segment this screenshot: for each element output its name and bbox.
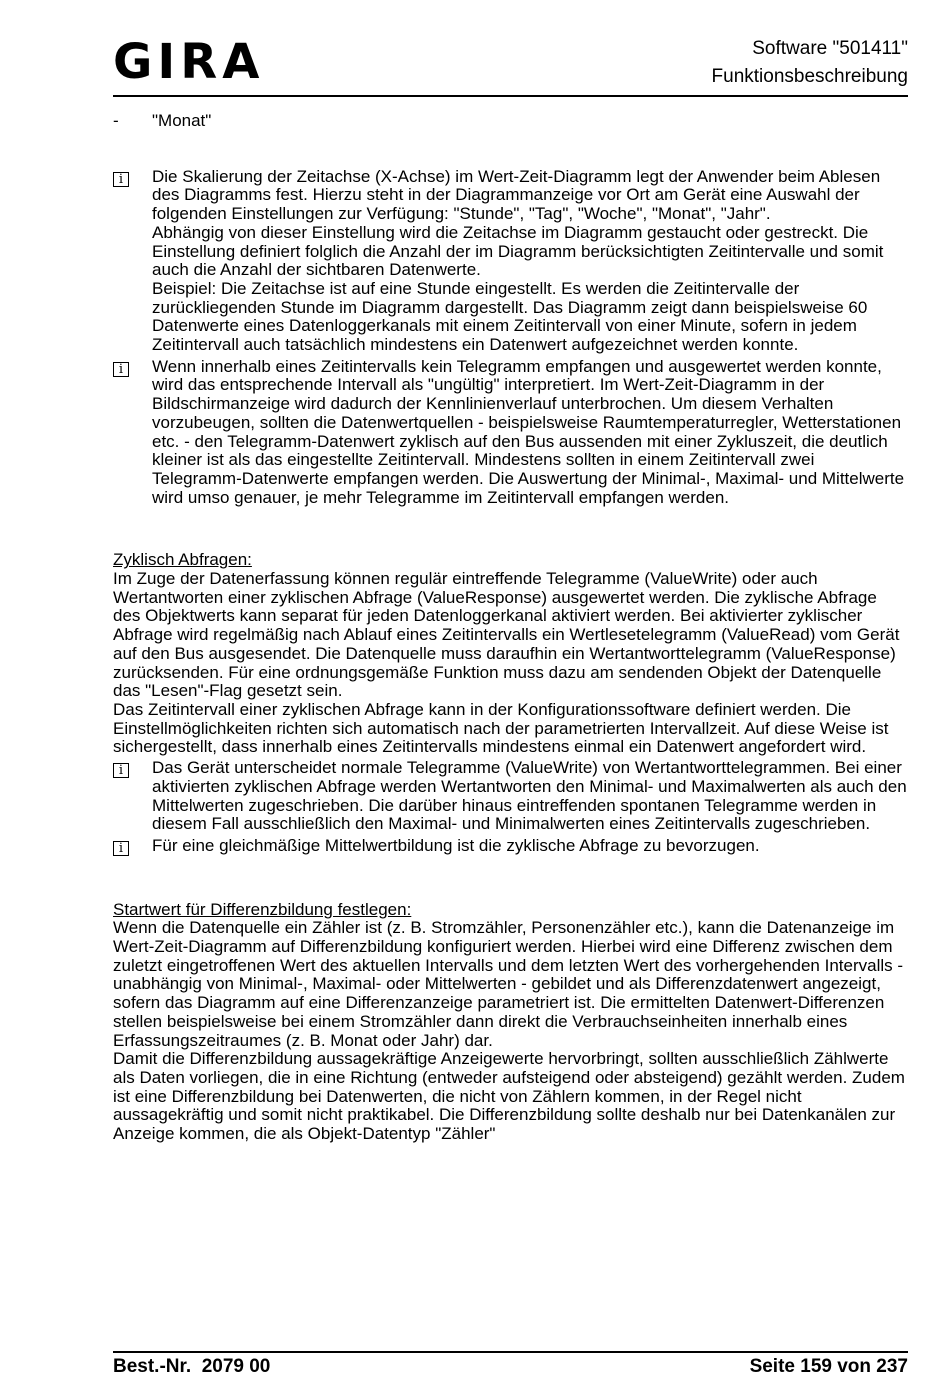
header-rule <box>113 95 908 97</box>
body-paragraph: Damit die Differenzbildung aussagekräftige Anzeigewerte hervorbringt, sollten ausschließlich Zählwerte als Daten vorliegen, die in eine Richtung (entweder aufsteigend oder absteigend) gezählt werden. Zudem ist eine Differenzbildung bei Datenwerten, die nicht von Zählern kommen, in der Regel nicht aussagekräftig und somit nicht praktikabel. Die Differenzbildung sollte deshalb nur bei Datenkanälen zur Anzeige kommen, die als Objekt-Datentyp "Zähler" <box>113 1049 905 1144</box>
info-icon: i <box>113 841 129 856</box>
info-note <box>113 358 908 508</box>
section-heading: Zyklisch Abfragen: <box>113 550 252 570</box>
info-note <box>113 759 908 834</box>
software-label: Software "501411" <box>752 38 908 59</box>
body-paragraph: Im Zuge der Datenerfassung können regulär eintreffende Telegramme (ValueWrite) oder auch Wertantworten einer zyklischen Abfrage (ValueResponse) ausgewertet werden. Die zyklische Abfrage des Objektwerts kann separat für jeden Datenloggerkanal aktiviert werden. Bei aktivierter zyklischer Abfrage wird regelmäßig nach Ablauf eines Zeitintervalls ein Wertlesetelegramm (ValueRead) vom Gerät auf den Bus ausgesendet. Die Datenquelle muss daraufhin ein Wertantworttelegramm (ValueResponse) zurücksenden. Für eine ordnungsgemäße Funktion muss dazu am sendenden Objekt der Datenquelle das "Lesen"-Flag gesetzt sein. <box>113 569 900 701</box>
note-paragraph: Das Gerät unterscheidet normale Telegramme (ValueWrite) von Wertantworttelegrammen. Bei einer aktivierten zyklischen Abfrage werden Wertantworten den Minimal- und Maximalwerten als auch den Mittelwerten zugeschrieben. Die darüber hinaus eintreffenden spontanen Telegramme werden in diesem Fall ausschließlich den Maximal- und Minimalwerten eines Zeitintervalls zugeschrieben. <box>152 758 907 834</box>
body-paragraph: Wenn die Datenquelle ein Zähler ist (z. B. Stromzähler, Personenzähler etc.), kann die Datenanzeige im Wert-Zeit-Diagramm auf Differenzbildung konfiguriert werden. Hierbei wird eine Differenz zwischen dem zuletzt eingetroffenen Wert des aktuellen Intervalls und dem letzten Wert des vorhergehenden Intervalls - unabhängig von Minimal-, Maximal- oder Mittelwerten - gebildet und als Differenzdatenwert angezeigt, sofern das Diagramm auf eine Differenzanzeige parametriert ist. Die ermittelten Datenwert-Differenzen stellen beispielsweise bei einem Stromzähler dann direkt die Verbrauchseinheiten innerhalb eines Erfassungszeitraumes (z. B. Monat oder Jahr) dar. <box>113 918 904 1050</box>
page-content <box>113 112 908 1144</box>
list-item <box>113 112 908 131</box>
section-cyclic-query <box>113 551 908 856</box>
body-paragraph: Das Zeitintervall einer zyklischen Abfrage kann in der Konfigurationssoftware definiert werden. Die Einstellmöglichkeiten richten sich automatisch nach der parametrierten Intervallzeit. Auf diese Weise ist sichergestellt, dass innerhalb eines Zeitintervalls mindestens einmal ein Datenwert angefordert wird. <box>113 699 889 757</box>
header-info <box>712 35 908 91</box>
doc-type-label: Funktionsbeschreibung <box>711 66 908 87</box>
note-paragraph: Beispiel: Die Zeitachse ist auf eine Stunde eingestellt. Es werden die Zeitintervalle der zurückliegenden Stunde im Diagramm dargestellt. Das Diagramm zeigt dann beispielsweise 60 Datenwerte eines Datenloggerkanals mit einem Zeitintervall von einer Minute, sofern in jedem Zeitintervall auch tatsächlich mindestens ein Datenwert aufgezeichnet werden konnte. <box>152 278 868 355</box>
list-item-text: "Monat" <box>152 111 212 130</box>
page-number: Seite 159 von 237 <box>749 1356 908 1377</box>
note-paragraph: Wenn innerhalb eines Zeitintervalls kein Telegramm empfangen und ausgewertet werden konnte, wird das entsprechende Intervall als "ungültig" interpretiert. Im Wert-Zeit-Diagramm in der Bildschirmanzeige wird dadurch der Kennlinienverlauf unterbrochen. Um diesem Verhalten vorzubeugen, sollten die Datenwertquellen - beispielsweise Raumtemperaturregler, Wetterstationen etc. - den Telegramm-Datenwert zyklisch auf den Bus aussenden mit einer Zykluszeit, die deutlich kleiner ist als das eingestellte Zeitintervall. Mindestens sollten in einem Zeitintervall zwei Telegramm-Datenwerte empfangen werden. Die Auswertung der Minimal-, Maximal- und Mittelwerte wird umso genauer, je mehr Telegramme im Zeitintervall empfangen werden. <box>152 356 905 507</box>
info-icon: i <box>113 763 129 778</box>
note-paragraph: Abhängig von dieser Einstellung wird die Zeitachse im Diagramm gestaucht oder gestreckt. Die Einstellung definiert folglich die Anzahl der im Diagramm berücksichtigten Zeitintervalle und somit auch die Anzahl der sichtbaren Datenwerte. <box>152 222 884 280</box>
order-number: Best.-Nr. 2079 00 <box>113 1356 271 1377</box>
info-icon: i <box>113 362 129 377</box>
info-note <box>113 168 908 355</box>
note-paragraph: Für eine gleichmäßige Mittelwertbildung ist die zyklische Abfrage zu bevorzugen. <box>152 835 760 855</box>
section-difference-start <box>113 901 908 1144</box>
list-dash: - <box>113 111 119 130</box>
gira-logo: GIRA <box>113 34 265 90</box>
info-icon: i <box>113 172 129 187</box>
section-heading: Startwert für Differenzbildung festlegen: <box>113 899 412 919</box>
info-note <box>113 837 908 857</box>
footer-rule <box>113 1351 908 1353</box>
note-paragraph: Die Skalierung der Zeitachse (X-Achse) im Wert-Zeit-Diagramm legt der Anwender beim Ablesen des Diagramms fest. Hierzu steht in der Diagrammanzeige vor Ort am Gerät eine Auswahl der folgenden Einstellungen zur Verfügung: "Stunde", "Tag", "Woche", "Monat", "Jahr". <box>152 166 881 224</box>
